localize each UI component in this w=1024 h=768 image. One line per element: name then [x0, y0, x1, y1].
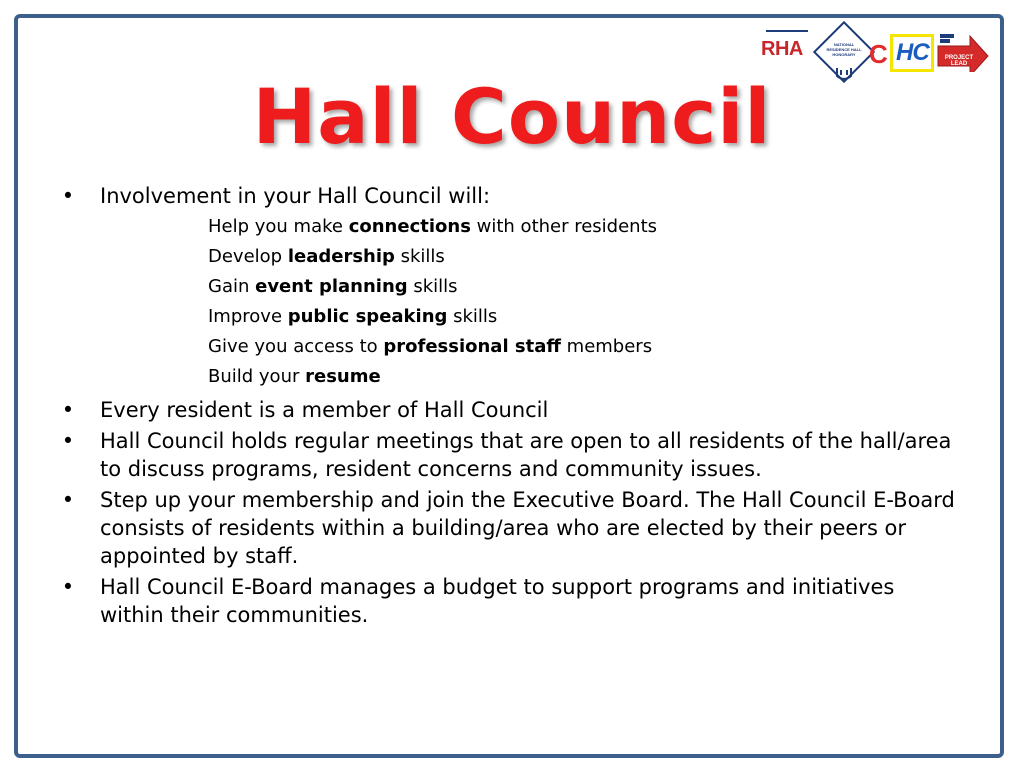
nrhh-line: RESIDENCE HALL [826, 47, 862, 52]
sub-item [100, 272, 958, 302]
sub-text: Improve [208, 306, 288, 327]
sub-text: Give you access to [208, 336, 384, 357]
bullet-text: Involvement in your Hall Council will: [100, 184, 491, 208]
sub-text: skills [394, 246, 445, 267]
bullet-icon: • [61, 184, 75, 208]
nrhh-line: NATIONAL [833, 42, 855, 47]
sub-text: with other residents [470, 216, 658, 237]
hc-logo-text: HC [896, 39, 929, 66]
bullet-text: Step up your membership and join the Executive Board. The Hall Council E-Board consists of residents within a building/area who are elected by their peers or appointed by staff. [100, 488, 955, 568]
bullet-list [58, 182, 958, 629]
bullet-text: Every resident is a member of Hall Council [100, 398, 549, 422]
nrhh-logo [818, 42, 870, 57]
sub-emphasis: leadership [287, 246, 395, 267]
sub-item [100, 332, 958, 362]
bullet-icon: • [61, 429, 75, 453]
sub-emphasis: public speaking [287, 306, 448, 327]
sub-emphasis: connections [348, 216, 471, 237]
c-logo: C [869, 39, 888, 69]
sub-list [100, 212, 958, 392]
sub-item [100, 362, 958, 392]
bullet-item [58, 182, 958, 392]
sub-text: Help you make [208, 216, 349, 237]
sub-text: Build your [208, 366, 306, 387]
sub-emphasis: professional staff [383, 336, 561, 357]
sub-text: Develop [208, 246, 288, 267]
sub-text: Gain [208, 276, 256, 297]
sub-item [100, 242, 958, 272]
bullet-text: Hall Council E-Board manages a budget to support programs and initiatives within their communities. [100, 575, 895, 627]
bullet-icon: • [61, 575, 75, 599]
bullet-item [58, 427, 958, 483]
bullet-item [58, 396, 958, 424]
slide-body [58, 182, 958, 632]
bullet-text: Hall Council holds regular meetings that are open to all residents of the hall/area to discuss programs, resident concerns and community issues. [100, 429, 952, 481]
hc-logo [890, 34, 934, 72]
project-lead-label: PROJECT LEAD [944, 55, 974, 67]
bullet-icon: • [61, 398, 75, 422]
sub-text: skills [447, 306, 498, 327]
bullet-icon: • [61, 488, 75, 512]
slide-title: Hall Council [252, 72, 772, 161]
rha-logo: RHA [761, 38, 803, 60]
sub-emphasis: resume [305, 366, 381, 387]
sub-emphasis: event planning [255, 276, 408, 297]
bullet-item [58, 573, 958, 629]
sub-item [100, 302, 958, 332]
sub-text: members [560, 336, 653, 357]
bullet-item [58, 486, 958, 570]
sub-text: skills [407, 276, 458, 297]
nrhh-line: HONORARY [832, 52, 856, 57]
sub-item [100, 212, 958, 242]
